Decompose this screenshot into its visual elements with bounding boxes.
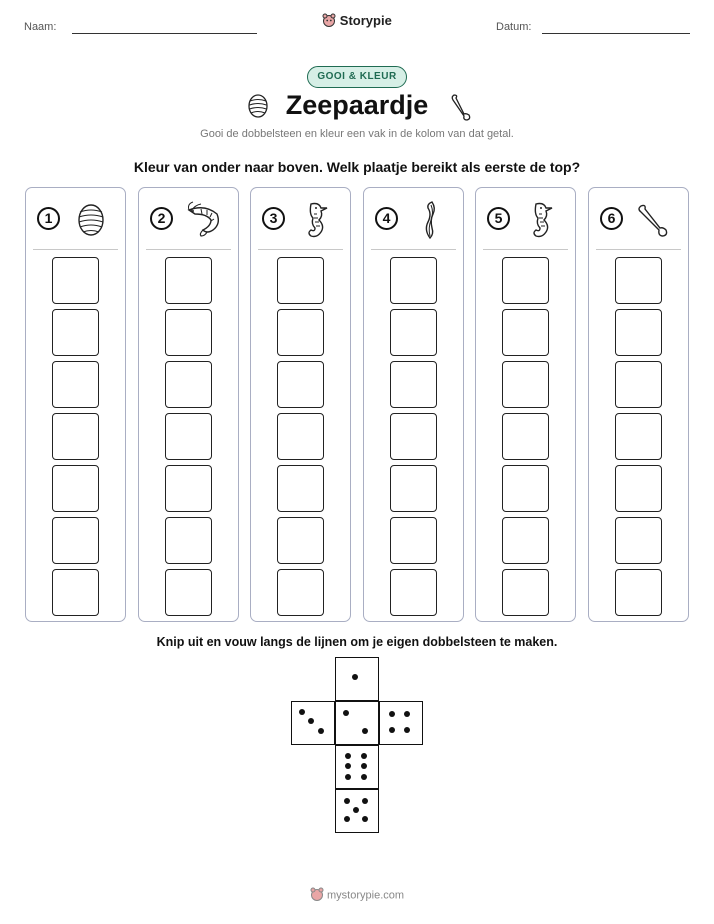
color-cell[interactable] <box>615 517 662 564</box>
die-face-4 <box>379 701 423 745</box>
color-cell[interactable] <box>615 569 662 616</box>
column-5 <box>475 187 576 622</box>
color-cell[interactable] <box>165 361 212 408</box>
column-3 <box>250 187 351 622</box>
brand-logo <box>0 13 714 30</box>
die-pip <box>362 798 368 804</box>
column-number: 1 <box>37 207 60 230</box>
page-subtitle: Gooi de dobbelsteen en kleur een vak in de kolom van dat getal. <box>200 128 514 140</box>
shrimp-icon <box>185 200 223 240</box>
die-face-3 <box>291 701 335 745</box>
color-cell[interactable] <box>615 465 662 512</box>
color-cell[interactable] <box>502 309 549 356</box>
color-cell[interactable] <box>165 257 212 304</box>
die-pip <box>352 674 358 680</box>
die-pip <box>344 798 350 804</box>
color-cell[interactable] <box>502 361 549 408</box>
color-cell[interactable] <box>52 569 99 616</box>
brand-name: Storypie <box>339 13 392 28</box>
storypie-mascot-icon <box>310 887 324 904</box>
color-cell[interactable] <box>165 465 212 512</box>
die-pip <box>362 728 368 734</box>
color-cell[interactable] <box>277 569 324 616</box>
color-cell[interactable] <box>390 569 437 616</box>
color-cell[interactable] <box>165 569 212 616</box>
column-divider <box>596 249 681 250</box>
seahorse-icon <box>297 200 335 240</box>
die-face-5 <box>335 789 379 833</box>
column-number: 3 <box>262 207 285 230</box>
color-cell[interactable] <box>615 361 662 408</box>
column-6 <box>588 187 689 622</box>
color-cell[interactable] <box>52 413 99 460</box>
color-cell[interactable] <box>52 465 99 512</box>
color-cell[interactable] <box>390 517 437 564</box>
die-pip <box>389 727 395 733</box>
dice-instruction: Knip uit en vouw langs de lijnen om je eigen dobbelsteen te maken. <box>156 635 558 649</box>
color-cell[interactable] <box>390 309 437 356</box>
die-face-1 <box>335 657 379 701</box>
color-cell[interactable] <box>165 517 212 564</box>
storypie-mascot-icon <box>322 13 336 30</box>
column-number: 2 <box>150 207 173 230</box>
die-pip <box>343 710 349 716</box>
die-pip <box>344 816 350 822</box>
date-label: Datum: <box>496 21 532 33</box>
die-face-2 <box>335 701 379 745</box>
color-cell[interactable] <box>52 517 99 564</box>
die-pip <box>345 753 351 759</box>
color-cell[interactable] <box>615 413 662 460</box>
seahorse-icon <box>522 200 560 240</box>
column-divider <box>258 249 343 250</box>
bone-icon <box>450 92 472 122</box>
shell-icon <box>72 200 110 240</box>
color-cell[interactable] <box>502 465 549 512</box>
die-pip <box>362 816 368 822</box>
column-number: 6 <box>600 207 623 230</box>
die-face-6 <box>335 745 379 789</box>
die-pip <box>353 807 359 813</box>
color-cell[interactable] <box>390 361 437 408</box>
color-cell[interactable] <box>615 257 662 304</box>
seaweed-icon <box>410 200 448 240</box>
column-number: 5 <box>487 207 510 230</box>
die-pip <box>361 774 367 780</box>
color-cell[interactable] <box>277 257 324 304</box>
color-cell[interactable] <box>390 465 437 512</box>
color-cell[interactable] <box>52 257 99 304</box>
footer <box>0 887 714 904</box>
date-line <box>542 33 690 34</box>
color-cell[interactable] <box>277 517 324 564</box>
die-pip <box>308 718 314 724</box>
color-cell[interactable] <box>165 413 212 460</box>
die-pip <box>404 727 410 733</box>
color-cell[interactable] <box>277 361 324 408</box>
color-cell[interactable] <box>502 569 549 616</box>
color-cell[interactable] <box>502 257 549 304</box>
bone-icon <box>635 200 673 240</box>
column-4 <box>363 187 464 622</box>
column-divider <box>146 249 231 250</box>
color-cell[interactable] <box>277 465 324 512</box>
color-cell[interactable] <box>165 309 212 356</box>
column-2 <box>138 187 239 622</box>
column-1 <box>25 187 126 622</box>
column-divider <box>371 249 456 250</box>
die-pip <box>361 753 367 759</box>
die-pip <box>299 709 305 715</box>
column-divider <box>33 249 118 250</box>
column-number: 4 <box>375 207 398 230</box>
page-title: Zeepaardje <box>285 90 429 120</box>
die-pip <box>345 774 351 780</box>
color-cell[interactable] <box>52 309 99 356</box>
die-pip <box>345 763 351 769</box>
color-cell[interactable] <box>277 309 324 356</box>
question-text: Kleur van onder naar boven. Welk plaatje bereikt als eerste de top? <box>133 159 581 175</box>
color-cell[interactable] <box>615 309 662 356</box>
color-cell[interactable] <box>502 413 549 460</box>
color-cell[interactable] <box>390 257 437 304</box>
name-line <box>72 33 257 34</box>
color-cell[interactable] <box>52 361 99 408</box>
footer-url: mystorypie.com <box>327 889 405 902</box>
die-pip <box>389 711 395 717</box>
die-pip <box>404 711 410 717</box>
activity-badge: GOOI & KLEUR <box>307 66 407 88</box>
die-pip <box>361 763 367 769</box>
name-label: Naam: <box>24 21 57 33</box>
color-cell[interactable] <box>390 413 437 460</box>
color-cell[interactable] <box>502 517 549 564</box>
color-cell[interactable] <box>277 413 324 460</box>
column-divider <box>483 249 568 250</box>
die-pip <box>318 728 324 734</box>
